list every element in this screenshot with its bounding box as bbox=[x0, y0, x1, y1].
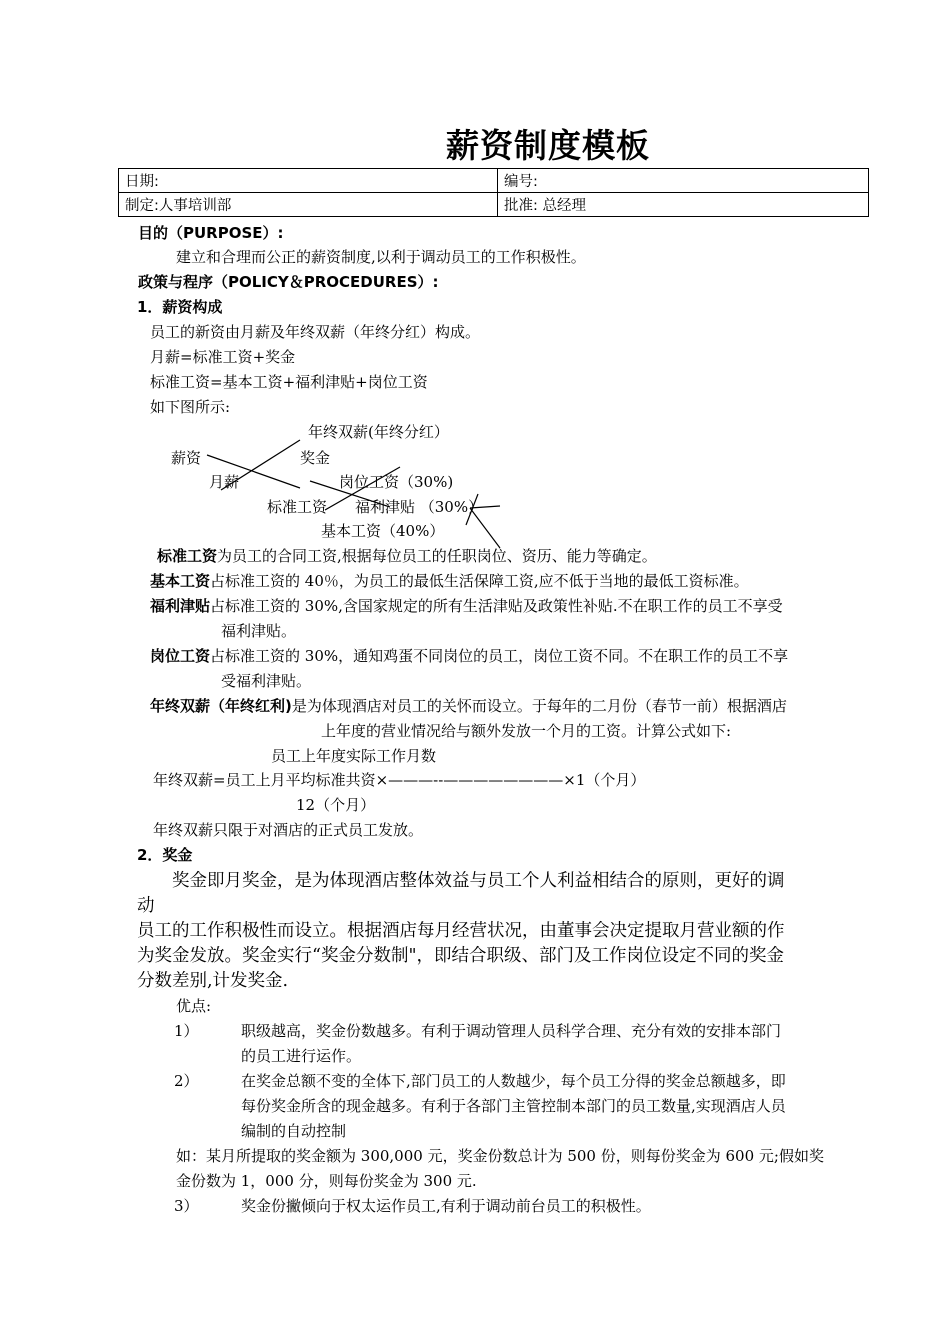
definition-cont: 福利津贴。 bbox=[221, 622, 297, 640]
definition-text: 占标准工资的 30%,含国家规定的所有生活津贴及政策性补贴.不在职工作的员工不享受 bbox=[210, 597, 783, 615]
item-line: 奖金份撇倾向于权太运作员工,有利于调动前台员工的积极性。 bbox=[241, 1197, 651, 1215]
definition-text: 占标准工资的 30%，通知鸡蛋不同岗位的员工，岗位工资不同。不在职工作的员工不享 bbox=[210, 647, 789, 665]
section1-note: 年终双薪只限于对酒店的正式员工发放。 bbox=[153, 821, 424, 839]
section2-heading: 2．奖金 bbox=[137, 846, 193, 864]
section1-line: 员工的新资由月薪及年终双薪（年终分红）构成。 bbox=[150, 323, 481, 341]
example-line: 如：某月所提取的奖金额为 300,000 元，奖金份数总计为 500 份，则每份奖金为 600 元;假如奖 bbox=[176, 1147, 824, 1165]
formula-denominator: 12（个月） bbox=[296, 796, 376, 814]
date-cell: 日期: bbox=[119, 169, 498, 193]
definition-text: 为员工的合同工资,根据每位员工的任职岗位、资历、能力等确定。 bbox=[217, 547, 657, 565]
section1-line: 月薪=标准工资+奖金 bbox=[150, 348, 296, 366]
formula-numerator: 员工上年度实际工作月数 bbox=[271, 747, 437, 765]
definition-term: 岗位工资 bbox=[150, 647, 211, 665]
definition-year-end bbox=[150, 696, 787, 716]
section2-para-line: 为奖金发放。奖金实行“奖金分数制"，即结合职级、部门及工作岗位设定不同的奖金 bbox=[137, 946, 784, 966]
definition-welfare bbox=[150, 596, 783, 616]
definition-term: 标准工资 bbox=[157, 547, 218, 565]
diagram-welfare: 福利津贴 （30%） bbox=[355, 498, 484, 516]
section2-para-line: 分数差别,计发奖金. bbox=[137, 971, 289, 991]
diagram-standard: 标准工资 bbox=[267, 498, 328, 516]
section1-line: 如下图所示: bbox=[150, 398, 231, 416]
page-title: 薪资制度模板 bbox=[446, 126, 650, 165]
section2-para-line: 奖金即月奖金，是为体现酒店整体效益与员工个人利益相结合的原则，更好的调 bbox=[172, 871, 785, 891]
diagram-basic: 基本工资（40%） bbox=[321, 522, 445, 540]
made-by-cell: 制定:人事培训部 bbox=[119, 193, 498, 217]
purpose-heading: 目的（PURPOSE）: bbox=[138, 224, 284, 242]
item-line: 职级越高，奖金份数越多。有利于调动管理人员科学合理、充分有效的安排本部门 bbox=[241, 1022, 782, 1040]
section2-para-line: 动 bbox=[137, 896, 155, 916]
diagram-monthly: 月薪 bbox=[209, 473, 240, 491]
diagram-bonus: 奖金 bbox=[300, 449, 331, 467]
definition-term: 福利津贴 bbox=[150, 597, 211, 615]
definition-text: 是为体现酒店对员工的关怀而设立。于每年的二月份（春节一前）根据酒店 bbox=[291, 697, 787, 715]
section2-para-line: 员工的工作积极性而设立。根据酒店每月经营状况，由董事会决定提取月营业额的作 bbox=[137, 921, 785, 941]
policy-heading: 政策与程序（POLICY＆PROCEDURES）: bbox=[138, 273, 439, 291]
definition-standard bbox=[157, 546, 657, 566]
advantages-label: 优点: bbox=[176, 997, 212, 1015]
section1-heading: 1．薪资构成 bbox=[137, 298, 223, 316]
definition-cont: 受福利津贴。 bbox=[221, 672, 312, 690]
definition-position bbox=[150, 646, 788, 666]
item-line: 在奖金总额不变的全体下,部门员工的人数越少，每个员工分得的奖金总额越多，即 bbox=[241, 1072, 786, 1090]
section1-line: 标准工资=基本工资+福利津贴+岗位工资 bbox=[150, 373, 428, 391]
item-number: 3） bbox=[174, 1197, 199, 1215]
definition-cont: 上年度的营业情况给与额外发放一个月的工资。计算公式如下: bbox=[321, 722, 732, 740]
diagram-year-end: 年终双薪(年终分红） bbox=[308, 423, 449, 441]
item-line: 的员工进行运作。 bbox=[241, 1047, 362, 1065]
formula-main: 年终双薪=员工上月平均标准共资×———--————————×1（个月） bbox=[153, 771, 646, 789]
example-line: 金份数为 1，000 分，则每份奖金为 300 元. bbox=[176, 1172, 477, 1190]
definition-term: 基本工资 bbox=[150, 572, 211, 590]
definition-text: 占标准工资的 40％，为员工的最低生活保障工资,应不低于当地的最低工资标准。 bbox=[210, 572, 749, 590]
definition-term: 年终双薪（年终红利) bbox=[150, 697, 292, 715]
approved-by-cell: 批准: 总经理 bbox=[498, 193, 869, 217]
item-number: 1） bbox=[174, 1022, 199, 1040]
diagram-salary: 薪资 bbox=[171, 449, 202, 467]
item-line: 编制的自动控制 bbox=[241, 1122, 347, 1140]
diagram-position: 岗位工资（30%) bbox=[339, 473, 454, 491]
number-cell: 编号: bbox=[498, 169, 869, 193]
item-number: 2） bbox=[174, 1072, 199, 1090]
item-line: 每份奖金所含的现金越多。有利于各部门主管控制本部门的员工数量,实现酒店人员 bbox=[241, 1097, 786, 1115]
purpose-text: 建立和合理而公正的薪资制度,以利于调动员工的工作积极性。 bbox=[176, 248, 586, 266]
definition-basic bbox=[150, 571, 749, 591]
